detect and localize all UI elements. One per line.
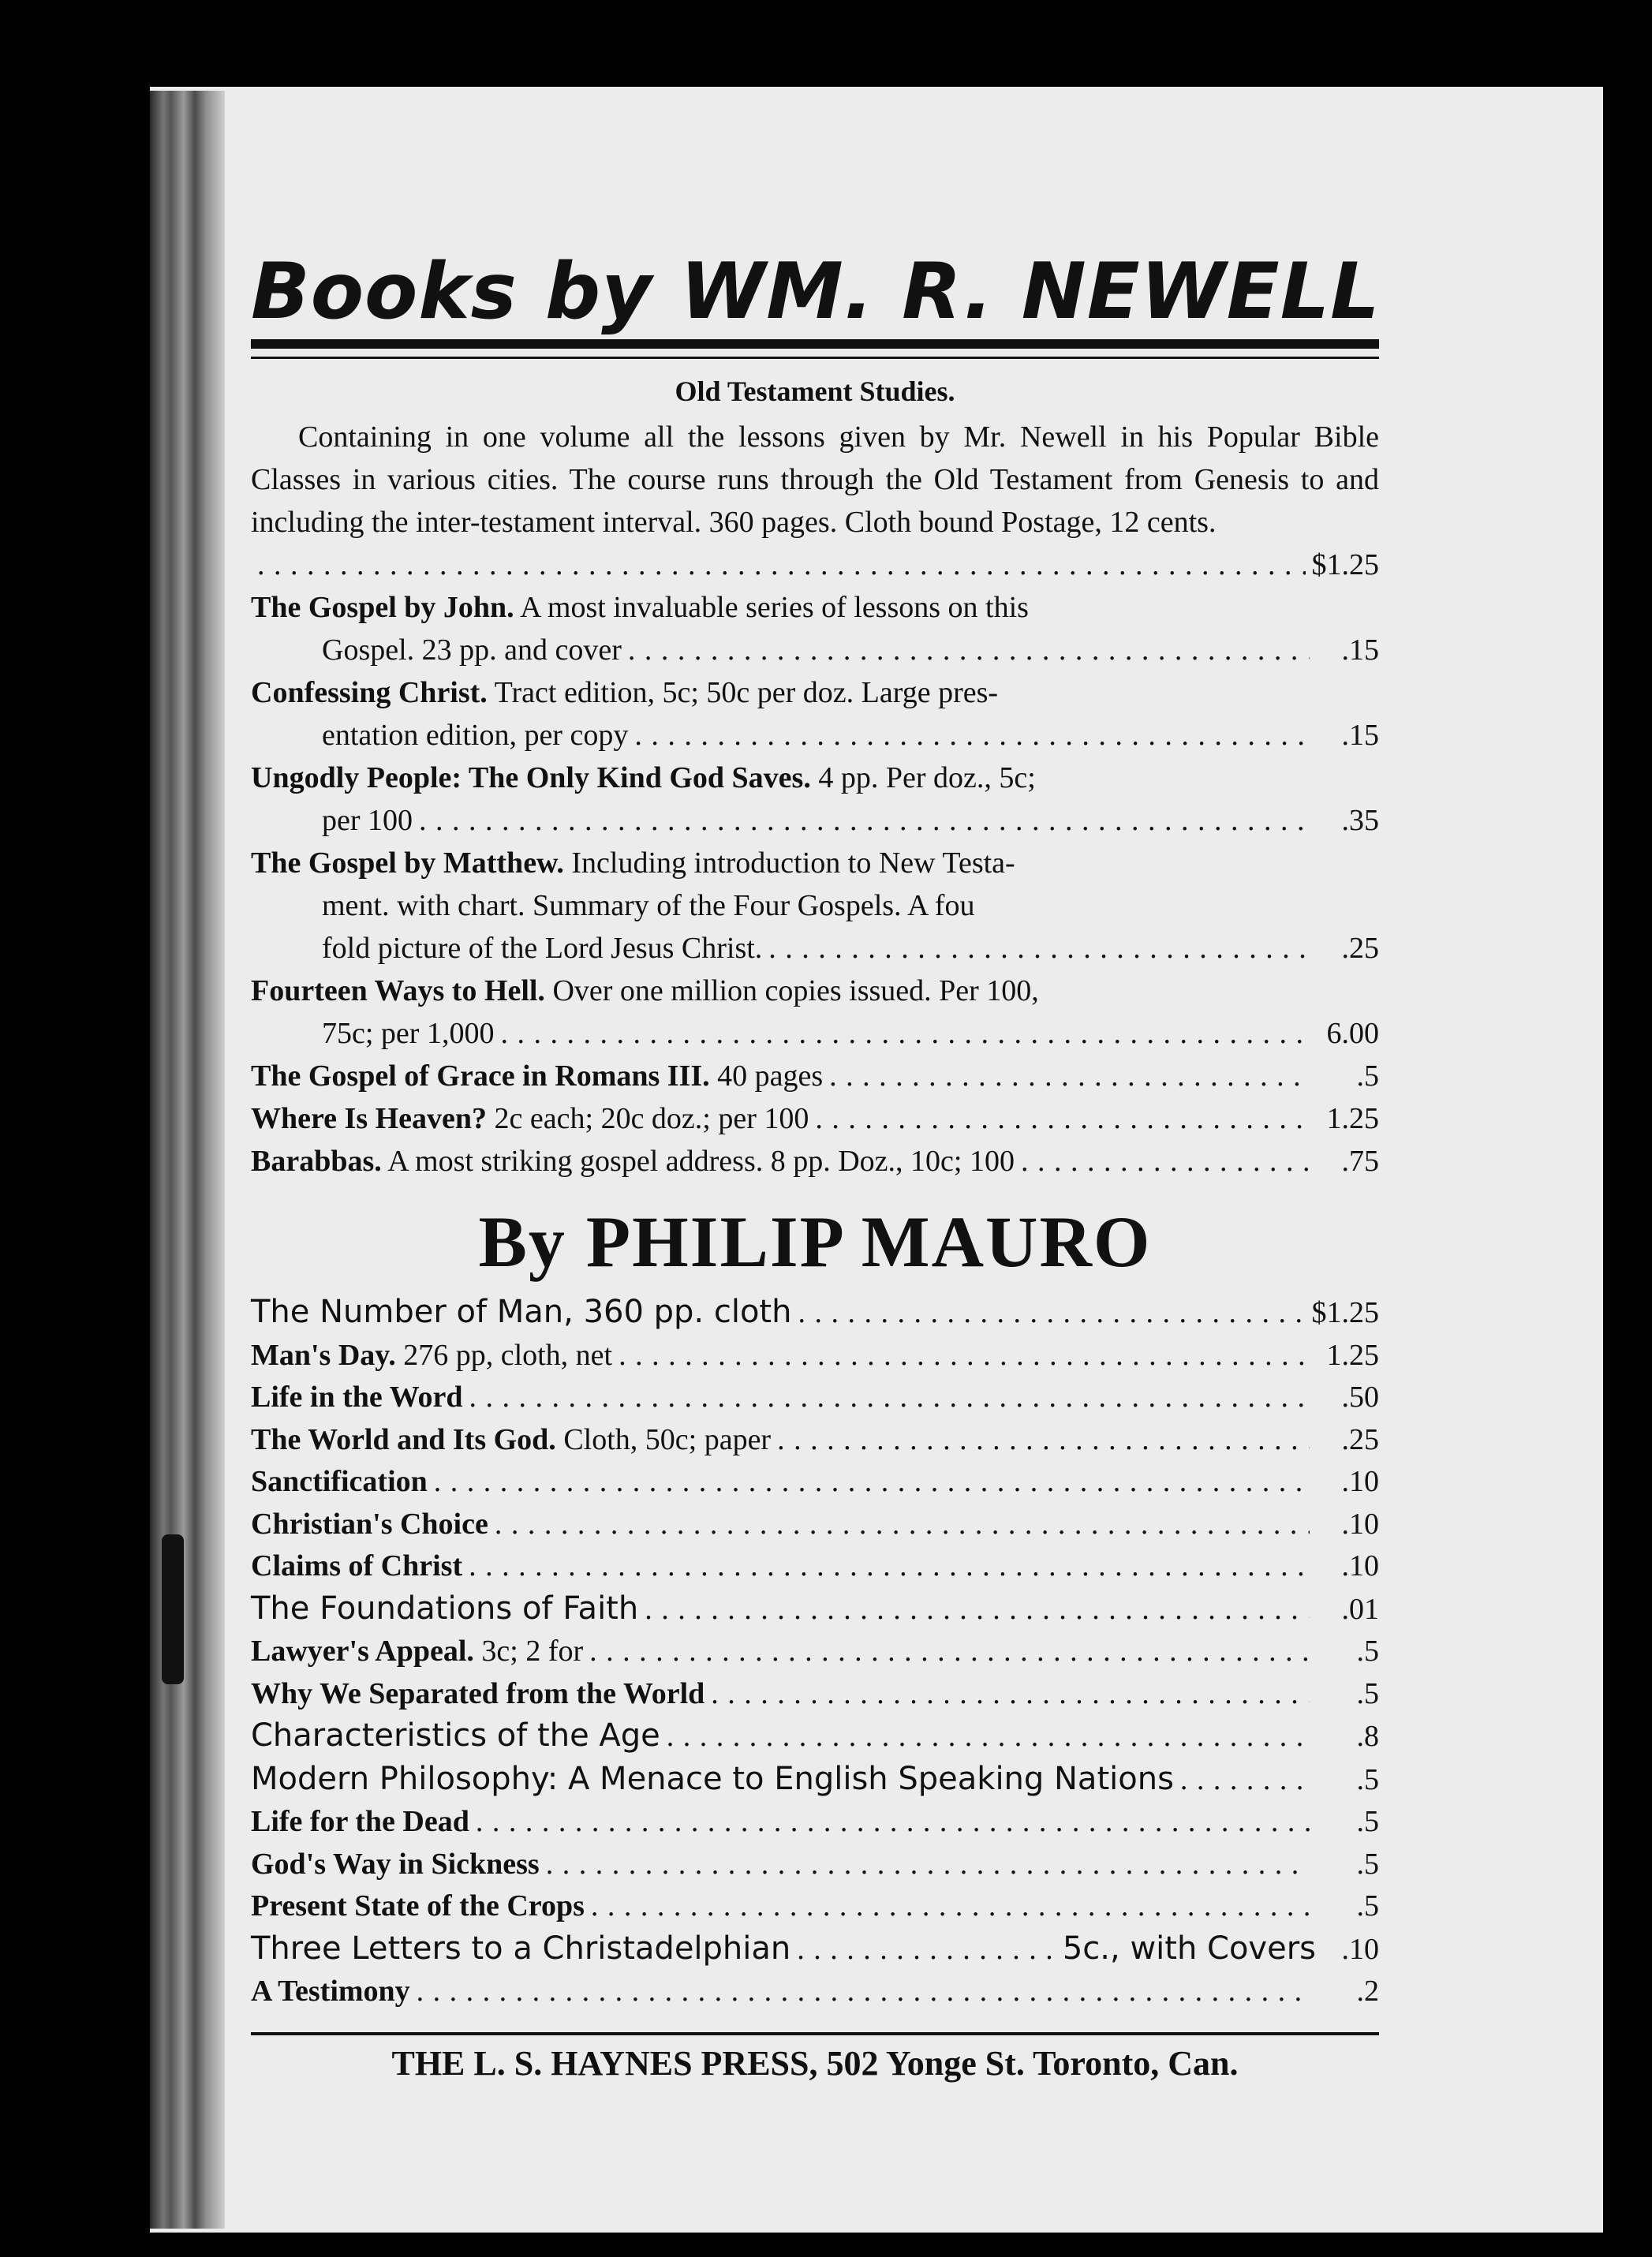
book-entry	[251, 1419, 1379, 1462]
book-last-line	[251, 629, 1379, 671]
book-text	[251, 1758, 1174, 1802]
book-entry	[251, 970, 1379, 1055]
book-description: Tract edition, 5c; 50c per doz. Large pres-	[494, 676, 999, 709]
book-entry	[251, 1545, 1379, 1588]
book-description: 2c each; 20c doz.; per 100	[494, 1102, 809, 1135]
book-entry	[251, 842, 1379, 970]
book-description: 3c; 2 for	[481, 1635, 584, 1668]
book-text	[251, 1844, 540, 1886]
book-last-text: 75c; per 1,000	[322, 1017, 495, 1050]
book-title: The Foundations of Faith	[251, 1590, 639, 1627]
intro-price-line	[251, 544, 1379, 586]
book-first-line	[251, 671, 1379, 714]
book-price: .2	[1356, 1975, 1379, 2008]
book-entry	[251, 1971, 1379, 2013]
intro-price: $1.25	[1311, 548, 1379, 581]
book-entry	[251, 1631, 1379, 1673]
book-last-text: Gospel. 23 pp. and cover	[322, 633, 622, 667]
book-description: Over one million copies issued. Per 100,	[552, 974, 1039, 1007]
book-entry	[251, 1291, 1379, 1335]
book-text	[251, 1461, 428, 1504]
book-title: Confessing Christ.	[251, 676, 488, 709]
book-price: .5	[1356, 1805, 1379, 1838]
book-price: .15	[1341, 719, 1379, 752]
book-price: .5	[1356, 1762, 1379, 1796]
book-title: Where Is Heaven?	[251, 1102, 488, 1135]
page-title: Books by WM. R. NEWELL	[251, 247, 1381, 337]
book-title: The World and Its God.	[251, 1422, 556, 1456]
book-entry	[251, 757, 1379, 842]
book-price: .10	[1341, 1549, 1379, 1583]
book-description: A most invaluable series of lessons on this	[520, 591, 1029, 624]
book-description: 4 pp. Per doz., 5c;	[818, 761, 1036, 794]
book-price: .5	[1356, 1059, 1379, 1093]
book-last-line	[251, 1012, 1379, 1055]
book-entry	[251, 1844, 1379, 1886]
book-price: .15	[1341, 633, 1379, 667]
book-entry	[251, 1377, 1379, 1419]
book-text	[251, 1631, 583, 1673]
book-title: Christian's Choice	[251, 1507, 488, 1541]
book-entry	[251, 1673, 1379, 1716]
book-title: Ungodly People: The Only Kind God Saves.	[251, 761, 811, 794]
book-text	[251, 1377, 463, 1419]
intro-paragraph	[251, 416, 1379, 544]
newell-book-list	[251, 586, 1379, 1055]
book-price: .25	[1341, 932, 1379, 965]
book-title: A Testimony	[251, 1975, 410, 2008]
book-title: Three Letters to a Christadelphian	[251, 1930, 791, 1967]
intro-text: Containing in one volume all the lessons given by Mr. Newell in his Popular Bible Classes in various cities. The course runs through the Old Testament from Genesis to and including the inter-testament interval. 360 pages. Cloth bound Postage, 12 cents.	[251, 420, 1379, 539]
book-text	[251, 1291, 791, 1335]
book-price: .5	[1356, 1889, 1379, 1923]
book-price: .75	[1341, 1145, 1379, 1178]
book-entry	[251, 1461, 1379, 1504]
book-description: Cloth, 50c; paper	[563, 1422, 772, 1456]
book-title: Modern Philosophy: A Menace to English Speaking Nations	[251, 1760, 1174, 1797]
book-price: 1.25	[1326, 1102, 1379, 1135]
book-price: .5	[1356, 1676, 1379, 1710]
book-text	[251, 1715, 660, 1758]
book-last-text: fold picture of the Lord Jesus Christ.	[322, 932, 763, 965]
book-title: Lawyer's Appeal.	[251, 1635, 474, 1668]
book-entry	[251, 1097, 1379, 1140]
book-price: 6.00	[1326, 1017, 1379, 1050]
book-description: 5c., with Covers	[1062, 1930, 1316, 1967]
book-text	[251, 1419, 771, 1462]
book-spine	[150, 91, 225, 2229]
book-price: .10	[1341, 1465, 1379, 1498]
book-entry	[251, 1885, 1379, 1928]
book-title: Characteristics of the Age	[251, 1717, 660, 1754]
book-first-line	[251, 586, 1379, 629]
book-price: .35	[1341, 804, 1379, 837]
book-last-line	[251, 799, 1379, 842]
book-price: .10	[1341, 1932, 1379, 1966]
book-last-line	[251, 714, 1379, 757]
book-text	[251, 1055, 823, 1097]
book-entry	[251, 1588, 1379, 1631]
newell-single-list	[251, 1055, 1379, 1183]
book-title: Fourteen Ways to Hell.	[251, 974, 545, 1007]
book-text	[251, 1335, 612, 1377]
book-title: The Number of Man, 360 pp. cloth	[251, 1294, 792, 1330]
book-title: Barabbas.	[251, 1145, 382, 1178]
book-price: .01	[1341, 1592, 1379, 1626]
book-price: .50	[1341, 1381, 1379, 1414]
book-description: Including introduction to New Testa-	[571, 846, 1015, 880]
book-first-line	[251, 757, 1379, 799]
book-title: Claims of Christ	[251, 1549, 463, 1583]
book-text	[251, 1588, 638, 1631]
book-price: .25	[1341, 1422, 1379, 1456]
book-title: The Gospel of Grace in Romans III.	[251, 1059, 710, 1093]
book-first-line	[251, 842, 1379, 884]
book-description: A most striking gospel address. 8 pp. Doz., 10c; 100	[387, 1145, 1015, 1178]
document-content	[251, 247, 1381, 2083]
book-title: Sanctification	[251, 1465, 428, 1498]
book-price: 1.25	[1326, 1338, 1379, 1372]
book-last-text: entation edition, per copy	[322, 719, 629, 752]
title-rule-thick	[251, 339, 1379, 349]
book-price: .5	[1356, 1847, 1379, 1881]
mauro-heading: By PHILIP MAURO	[478, 1201, 1152, 1282]
book-entry	[251, 1715, 1379, 1758]
book-middle-line: ment. with chart. Summary of the Four Gospels. A fou	[322, 889, 975, 922]
book-text	[251, 1097, 809, 1140]
book-title: The Gospel by John.	[251, 591, 514, 624]
book-entry	[251, 1140, 1379, 1183]
book-title: Life for the Dead	[251, 1805, 469, 1838]
title-rule-thin	[251, 357, 1379, 359]
book-price: .8	[1356, 1720, 1379, 1753]
book-entry	[251, 1801, 1379, 1844]
book-last-text: per 100	[322, 804, 413, 837]
book-first-line	[251, 970, 1379, 1012]
mauro-book-list	[251, 1291, 1379, 2013]
publisher-footer: THE L. S. HAYNES PRESS, 502 Yonge St. Toronto, Can.	[251, 2032, 1379, 2083]
book-entry	[251, 1055, 1379, 1097]
book-title: Why We Separated from the World	[251, 1676, 705, 1710]
book-description: 40 pages	[717, 1059, 824, 1093]
book-title: Man's Day.	[251, 1338, 396, 1372]
book-last-line	[251, 927, 1379, 970]
spine-mark	[162, 1534, 184, 1684]
book-description: 276 pp, cloth, net	[403, 1338, 613, 1372]
book-title: The Gospel by Matthew.	[251, 846, 564, 880]
section-title: Old Testament Studies.	[675, 376, 955, 407]
book-text	[251, 1928, 790, 1971]
book-entry	[251, 671, 1379, 757]
book-title: God's Way in Sickness	[251, 1847, 540, 1881]
book-text	[251, 1971, 410, 2013]
book-entry	[251, 1335, 1379, 1377]
book-entry	[251, 1928, 1379, 1971]
book-text	[251, 1801, 469, 1844]
book-title: Life in the Word	[251, 1381, 463, 1414]
book-entry	[251, 1504, 1379, 1546]
book-text	[251, 1504, 488, 1546]
book-entry	[251, 586, 1379, 671]
book-entry	[251, 1758, 1379, 1802]
book-price: .5	[1356, 1635, 1379, 1668]
book-price: .10	[1341, 1507, 1379, 1541]
book-text	[251, 1673, 705, 1716]
book-title: Present State of the Crops	[251, 1889, 585, 1923]
book-text	[251, 1885, 585, 1928]
book-text	[251, 1545, 462, 1588]
book-text	[251, 1140, 1015, 1183]
book-price: $1.25	[1311, 1296, 1379, 1329]
